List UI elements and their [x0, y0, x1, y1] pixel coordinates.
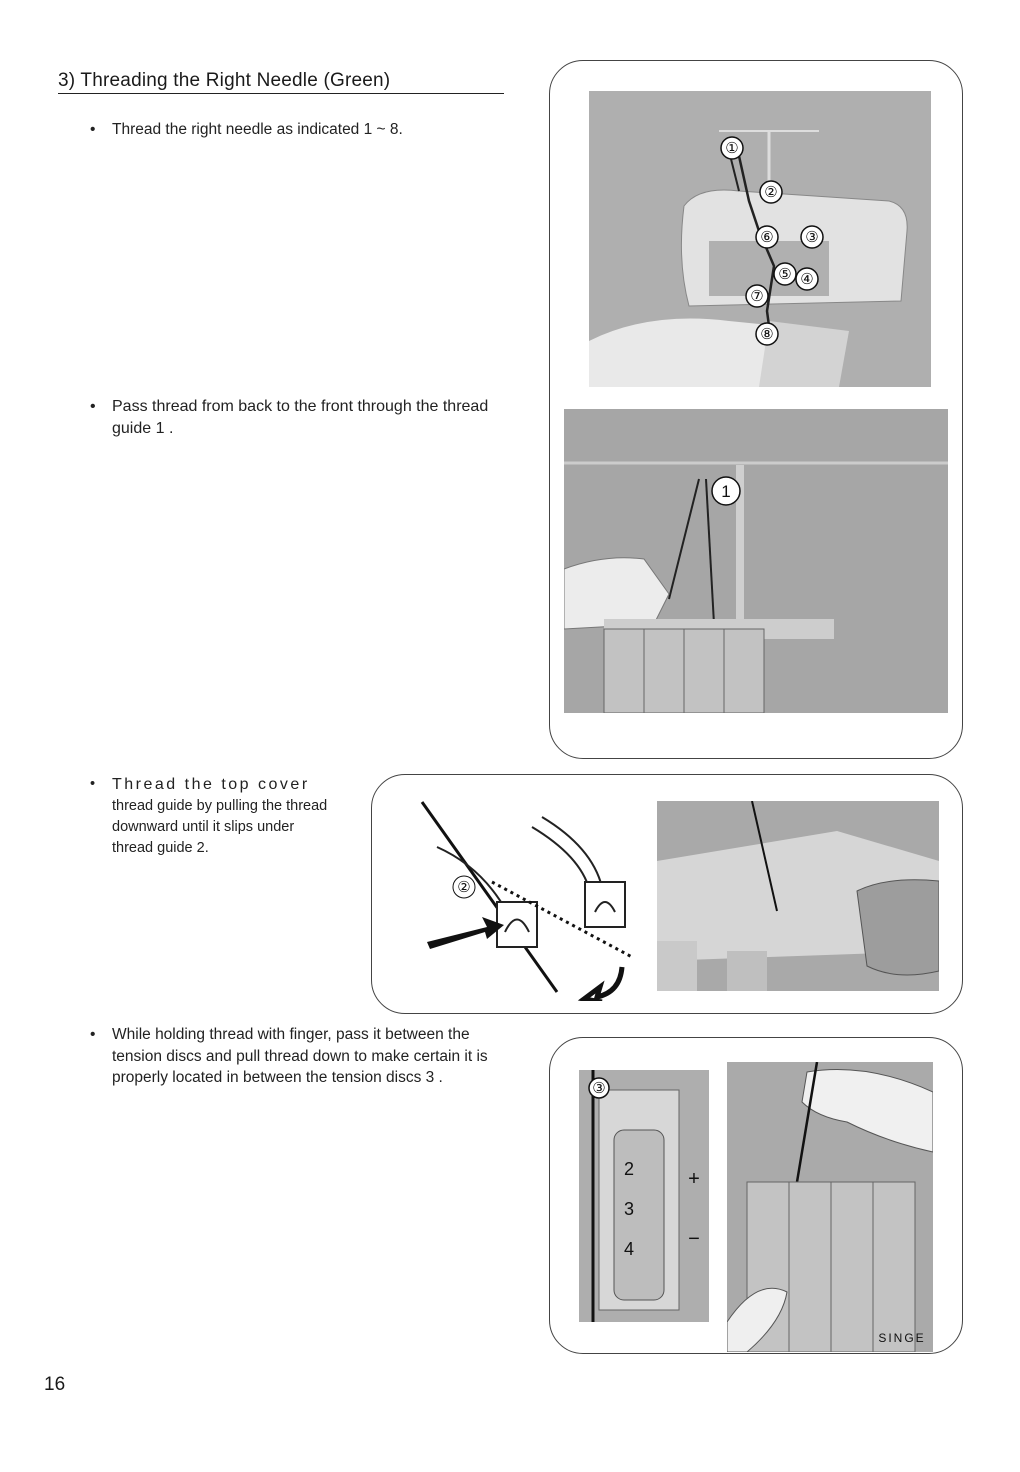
bullet-icon: • [90, 398, 96, 415]
bullet-icon: • [90, 776, 96, 792]
callout-3: ③ [805, 229, 819, 246]
step-2-label: Pass thread from back to the front through the thread guide 1 . [112, 398, 489, 437]
machine-overview-photo [589, 91, 931, 387]
brand-logo-text: SINGE [878, 1331, 926, 1345]
page-number: 16 [44, 1374, 66, 1395]
callout-1: ① [725, 140, 739, 157]
tension-dial-photo [579, 1070, 709, 1322]
callout-5: ⑤ [778, 266, 792, 283]
hand-threading-photo [727, 1062, 933, 1352]
callout-tension-discs-3: ③ [592, 1080, 606, 1097]
bullet-icon: • [90, 1026, 96, 1043]
figure-frame-1 [549, 60, 963, 759]
step-3-text [90, 774, 332, 859]
step-2-text [90, 396, 512, 440]
page-title: 3) Threading the Right Needle (Green) [58, 70, 504, 94]
thread-guide-diagram [392, 787, 652, 1001]
plus-sign: + [688, 1168, 700, 1190]
step-3-label-first-line: Thread the top cover [112, 776, 310, 793]
spool-stand-photo [564, 409, 948, 713]
top-cover-photo [657, 801, 939, 991]
callout-4: ④ [800, 271, 814, 288]
callout-6: ⑥ [760, 229, 774, 246]
callout-7: ⑦ [750, 288, 764, 305]
figure-frame-3 [549, 1037, 963, 1354]
minus-sign: − [688, 1228, 700, 1250]
step-1-text [90, 119, 512, 141]
dial-number-2: 2 [623, 1159, 635, 1179]
callout-2: ② [764, 184, 778, 201]
callout-thread-guide-1: 1 [721, 482, 731, 501]
callout-8: ⑧ [760, 326, 774, 343]
figure-frame-2 [371, 774, 963, 1014]
step-4-text [90, 1024, 512, 1089]
callout-thread-guide-2: ② [457, 879, 471, 896]
bullet-icon: • [90, 121, 96, 138]
dial-number-3: 3 [623, 1199, 635, 1219]
dial-number-4: 4 [623, 1239, 635, 1259]
step-1-label: Thread the right needle as indicated 1 ~ 8. [112, 121, 403, 138]
step-4-label: While holding thread with finger, pass it between the tension discs and pull thread down to make certain it is properly located in between the tension discs 3 . [112, 1026, 488, 1086]
step-3-label-rest: thread guide by pulling the thread downward until it slips under thread guide 2. [112, 798, 328, 856]
